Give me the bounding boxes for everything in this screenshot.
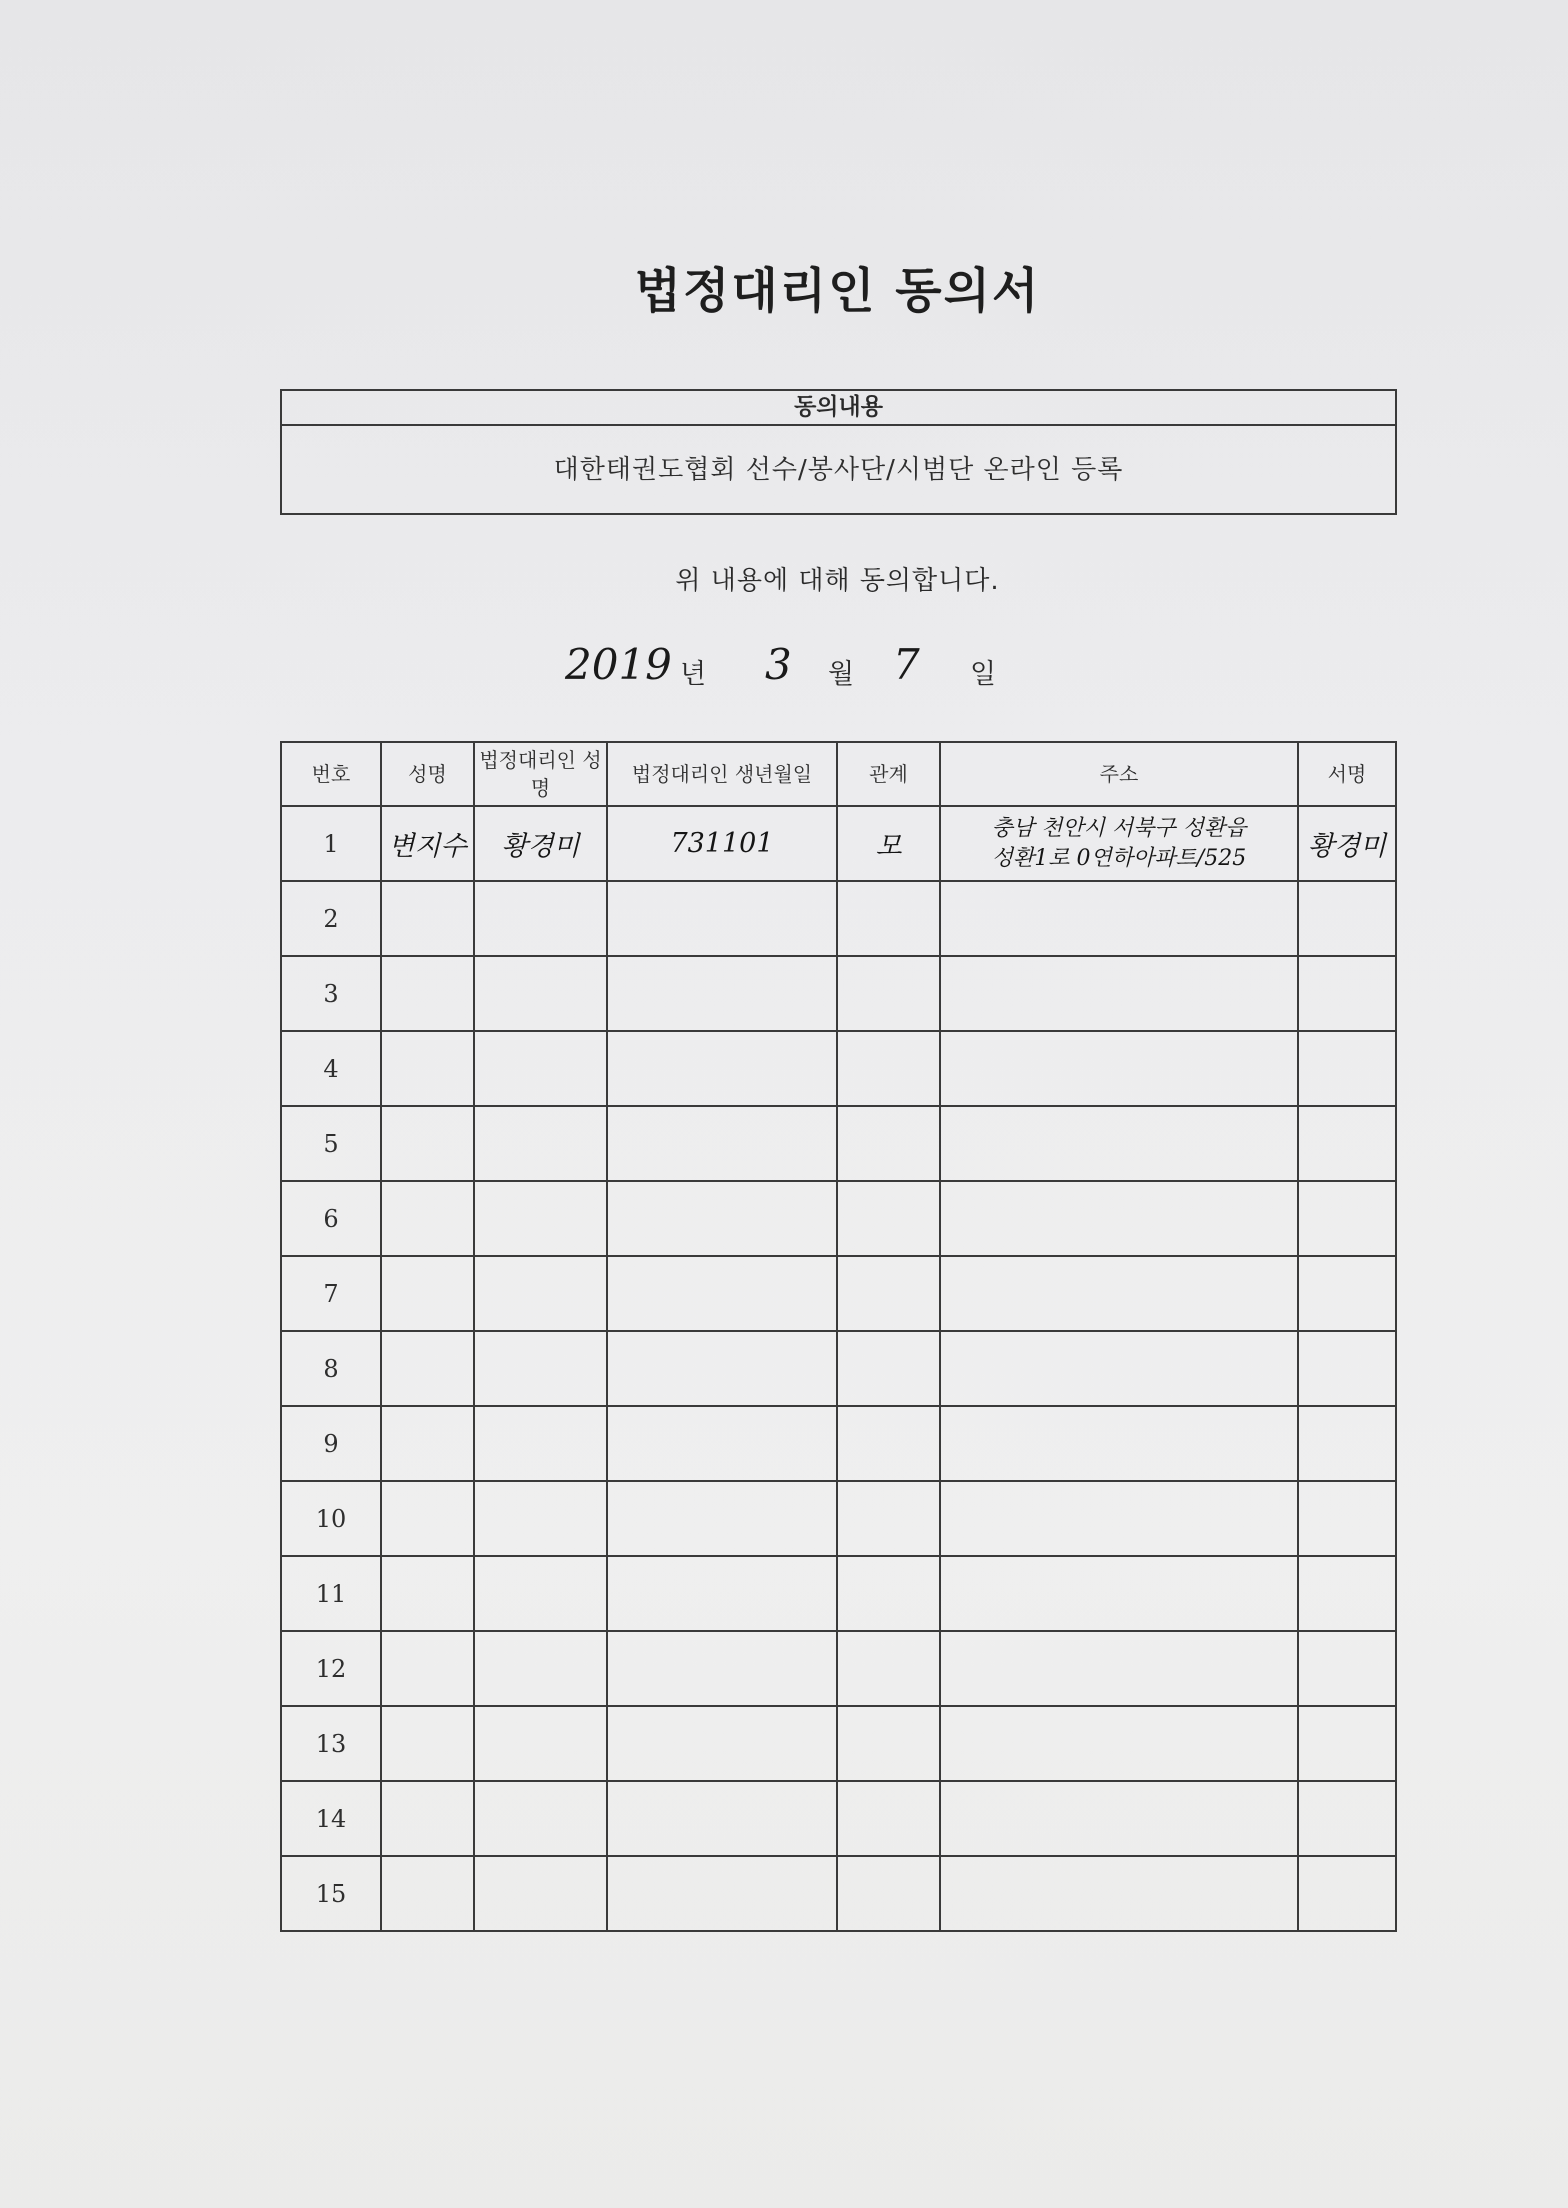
col-header-signature: 서명 (1298, 742, 1396, 806)
table-row (281, 806, 1396, 881)
cell-guardian-birth (607, 1256, 837, 1331)
cell-number: 13 (281, 1706, 381, 1781)
cell-guardian-name (474, 1406, 607, 1481)
cell-address (940, 1106, 1298, 1181)
cell-number: 8 (281, 1331, 381, 1406)
cell-name (381, 1031, 474, 1106)
cell-address (940, 1406, 1298, 1481)
cell-address (940, 1706, 1298, 1781)
cell-guardian-name (474, 1781, 607, 1856)
cell-guardian-birth (607, 1406, 837, 1481)
date-year-handwritten: 2019 (565, 640, 672, 689)
date-year-unit: 년 (680, 659, 707, 690)
col-header-number: 번호 (281, 742, 381, 806)
cell-guardian-birth (607, 1556, 837, 1631)
table-row (281, 1556, 1396, 1631)
table-row (281, 881, 1396, 956)
cell-address (940, 1556, 1298, 1631)
cell-relation (837, 1031, 940, 1106)
cell-address (940, 1181, 1298, 1256)
cell-signature (1298, 1481, 1396, 1556)
cell-name (381, 1631, 474, 1706)
cell-address (940, 1481, 1298, 1556)
cell-guardian-birth (607, 1031, 837, 1106)
cell-guardian-name (474, 1031, 607, 1106)
cell-relation (837, 1706, 940, 1781)
cell-relation (837, 1181, 940, 1256)
cell-guardian-birth (607, 1181, 837, 1256)
cell-relation (837, 956, 940, 1031)
cell-signature (1298, 956, 1396, 1031)
table-row (281, 1331, 1396, 1406)
cell-guardian-birth (607, 956, 837, 1031)
table-row (281, 1406, 1396, 1481)
cell-signature (1298, 1406, 1396, 1481)
consent-content-box (280, 389, 1397, 515)
cell-relation (837, 1631, 940, 1706)
cell-relation (837, 1256, 940, 1331)
cell-address (940, 1631, 1298, 1706)
cell-number: 5 (281, 1106, 381, 1181)
col-header-address: 주소 (940, 742, 1298, 806)
cell-relation: 모 (837, 806, 940, 881)
cell-name (381, 1706, 474, 1781)
table-row (281, 1706, 1396, 1781)
cell-number: 9 (281, 1406, 381, 1481)
cell-address (940, 1256, 1298, 1331)
cell-number: 12 (281, 1631, 381, 1706)
address-line-1: 충남 천안시 서북구 성환읍 (991, 815, 1247, 841)
cell-number: 3 (281, 956, 381, 1031)
address-line-2: 성환1로 0연하아파트/525 (991, 845, 1247, 871)
col-header-name: 성명 (381, 742, 474, 806)
date-day-unit: 일 (970, 659, 997, 690)
cell-guardian-birth (607, 1781, 837, 1856)
cell-guardian-birth (607, 1856, 837, 1931)
cell-number: 6 (281, 1181, 381, 1256)
date-month-handwritten: 3 (765, 640, 792, 689)
guardian-roster-table (280, 741, 1397, 1932)
cell-name: 변지수 (381, 806, 474, 881)
cell-guardian-name (474, 1481, 607, 1556)
cell-relation (837, 881, 940, 956)
cell-guardian-name: 황경미 (474, 806, 607, 881)
cell-name (381, 1556, 474, 1631)
cell-guardian-name (474, 1331, 607, 1406)
date-line (0, 640, 1568, 700)
cell-signature: 황경미 (1298, 806, 1396, 881)
table-row (281, 1106, 1396, 1181)
cell-signature (1298, 1856, 1396, 1931)
cell-number: 11 (281, 1556, 381, 1631)
cell-name (381, 1856, 474, 1931)
cell-guardian-name (474, 1256, 607, 1331)
consent-content-header: 동의내용 (282, 391, 1395, 426)
table-row (281, 1781, 1396, 1856)
cell-address (940, 1031, 1298, 1106)
cell-name (381, 1781, 474, 1856)
cell-guardian-birth (607, 1631, 837, 1706)
cell-address (940, 806, 1298, 881)
cell-number: 4 (281, 1031, 381, 1106)
table-row (281, 1856, 1396, 1931)
cell-signature (1298, 1181, 1396, 1256)
date-month-unit: 월 (828, 659, 855, 690)
cell-relation (837, 1481, 940, 1556)
cell-name (381, 1181, 474, 1256)
cell-name (381, 881, 474, 956)
cell-number: 1 (281, 806, 381, 881)
table-header-row (281, 742, 1396, 806)
cell-guardian-name (474, 1706, 607, 1781)
cell-signature (1298, 1256, 1396, 1331)
cell-signature (1298, 881, 1396, 956)
cell-name (381, 1481, 474, 1556)
cell-guardian-birth: 731101 (607, 806, 837, 881)
cell-number: 15 (281, 1856, 381, 1931)
cell-relation (837, 1331, 940, 1406)
cell-number: 14 (281, 1781, 381, 1856)
cell-guardian-birth (607, 1481, 837, 1556)
cell-guardian-name (474, 1631, 607, 1706)
col-header-guardian-birth: 법정대리인 생년월일 (607, 742, 837, 806)
cell-guardian-birth (607, 1331, 837, 1406)
cell-signature (1298, 1631, 1396, 1706)
cell-signature (1298, 1331, 1396, 1406)
cell-guardian-name (474, 956, 607, 1031)
cell-guardian-birth (607, 1706, 837, 1781)
agreement-statement: 위 내용에 대해 동의합니다. (675, 566, 1000, 596)
table-row (281, 956, 1396, 1031)
cell-relation (837, 1781, 940, 1856)
table-body (281, 806, 1396, 1931)
document-title: 법정대리인 동의서 (634, 263, 1041, 319)
col-header-relation: 관계 (837, 742, 940, 806)
cell-name (381, 1106, 474, 1181)
table-row (281, 1481, 1396, 1556)
date-day-handwritten: 7 (893, 640, 920, 689)
cell-relation (837, 1856, 940, 1931)
cell-name (381, 956, 474, 1031)
table-row (281, 1631, 1396, 1706)
cell-signature (1298, 1781, 1396, 1856)
cell-relation (837, 1406, 940, 1481)
table-row (281, 1031, 1396, 1106)
cell-number: 7 (281, 1256, 381, 1331)
cell-address (940, 1856, 1298, 1931)
cell-guardian-name (474, 1856, 607, 1931)
cell-number: 2 (281, 881, 381, 956)
cell-guardian-name (474, 881, 607, 956)
col-header-guardian-name: 법정대리인 성명 (474, 742, 607, 806)
cell-number: 10 (281, 1481, 381, 1556)
cell-address (940, 956, 1298, 1031)
cell-address (940, 881, 1298, 956)
cell-signature (1298, 1031, 1396, 1106)
cell-guardian-birth (607, 881, 837, 956)
cell-address (940, 1331, 1298, 1406)
consent-content-body: 대한태권도협회 선수/봉사단/시범단 온라인 등록 (553, 455, 1124, 485)
cell-name (381, 1331, 474, 1406)
cell-relation (837, 1106, 940, 1181)
cell-signature (1298, 1706, 1396, 1781)
cell-guardian-name (474, 1556, 607, 1631)
cell-guardian-name (474, 1106, 607, 1181)
table-row (281, 1256, 1396, 1331)
table-row (281, 1181, 1396, 1256)
cell-name (381, 1406, 474, 1481)
cell-name (381, 1256, 474, 1331)
cell-signature (1298, 1556, 1396, 1631)
cell-relation (837, 1556, 940, 1631)
cell-address (940, 1781, 1298, 1856)
cell-guardian-name (474, 1181, 607, 1256)
cell-guardian-birth (607, 1106, 837, 1181)
cell-signature (1298, 1106, 1396, 1181)
